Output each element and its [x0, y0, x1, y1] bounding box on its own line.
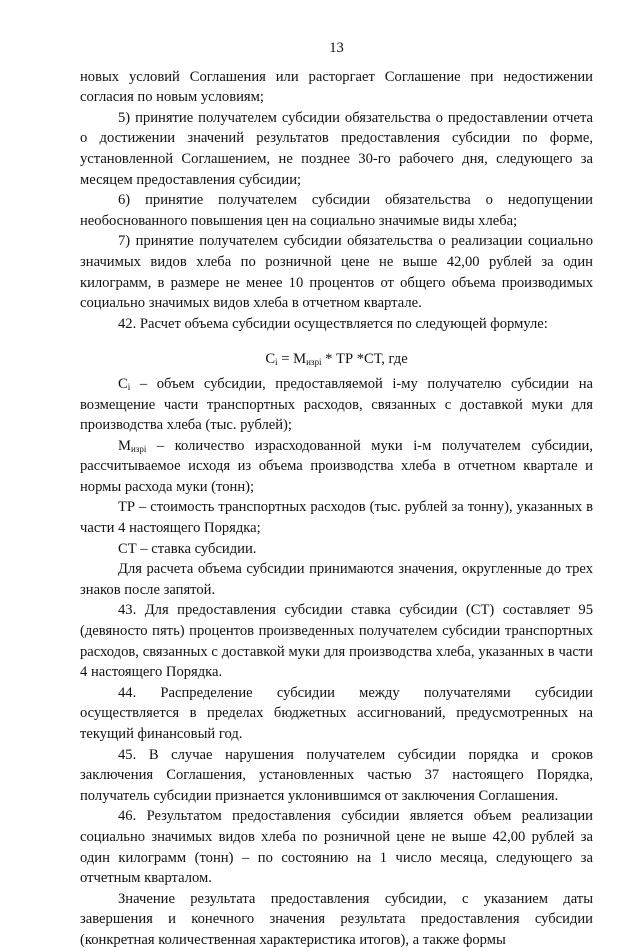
paragraph-continuation: новых условий Соглашения или расторгает Соглашение при недостижении согласия по новым условиям;: [80, 68, 593, 106]
definition-mizri: [80, 436, 593, 498]
definition-ci: [80, 374, 593, 436]
definition-tr: ТР – стоимость транспортных расходов (тыс. рублей за тонну), указанных в части 4 настоящего Порядка;: [80, 499, 593, 537]
paragraph-45: 45. В случае нарушения получателем субсидии порядка и сроков заключения Соглашения, установленных частью 37 настоящего Порядка, получатель субсидии признается уклонившимся от заключения Соглашения.: [80, 746, 593, 804]
symbol-c-subscript: i: [127, 381, 131, 392]
symbol-c: C: [118, 375, 128, 392]
symbol-m: M: [118, 437, 131, 454]
paragraph-item-5: 5) принятие получателем субсидии обязательства о предоставлении отчета о достижении значений результатов предоставления субсидии по форме, установленной Соглашением, не позднее 30-го рабочего дня, следующего за месяцем предоставления субсидии;: [80, 109, 593, 188]
paragraph-item-6: 6) принятие получателем субсидии обязательства о недопущении необоснованного повышения цен на социально значимые виды хлеба;: [80, 192, 593, 229]
page-number: 13: [329, 40, 344, 56]
paragraph-42: 42. Расчет объема субсидии осуществляется по следующей формуле:: [118, 315, 548, 332]
paragraph-43: 43. Для предоставления субсидии ставка субсидии (СТ) составляет 95 (девяносто пять) процентов произведенных получателем субсидии транспортных расходов, связанных с доставкой муки для производства хлеба, указанных в части 4 настоящего Порядка.: [80, 602, 593, 681]
formula-c-subscript: i: [275, 357, 278, 368]
paragraph-44: 44. Распределение субсидии между получателями субсидии осуществляется в пределах бюджетных ассигнований, предусмотренных на текущий финансовый год.: [80, 684, 593, 742]
definition-st: СТ – ставка субсидии.: [118, 540, 257, 557]
formula-m: = M: [277, 351, 307, 368]
definition-ci-text: – объем субсидии, предоставляемой i-му получателю субсидии на возмещение части транспортных расходов, связанных с доставкой муки для производства хлеба (тыс. рублей);: [80, 375, 593, 434]
paragraph-result-value: Значение результата предоставления субсидии, с указанием даты завершения и конечного значения результата предоставления субсидии (конкретная количественная характеристика итогов), а также формы: [80, 890, 593, 948]
symbol-m-subscript: изрi: [130, 443, 147, 454]
formula-c: C: [265, 351, 276, 368]
paragraph-item-7: 7) принятие получателем субсидии обязательства о реализации социально значимых видов хлеба по розничной цене не выше 42,00 рублей за один килограмм, в размере не менее 10 процентов от общего объема производимых социально значимых видов хлеба в отчетном квартале.: [80, 233, 593, 312]
paragraph-rounding: Для расчета объема субсидии принимаются значения, округленные до трех знаков после запятой.: [80, 561, 593, 598]
formula-m-subscript: изрi: [306, 357, 322, 368]
subsidy-formula: [80, 349, 593, 370]
formula-rest: * ТР *СТ, где: [321, 351, 408, 368]
definition-mizri-text: – количество израсходованной муки i-м получателем субсидии, рассчитываемое исходя из объема производства хлеба в отчетном квартале и нормы расхода муки (тонн);: [80, 437, 593, 495]
paragraph-46: 46. Результатом предоставления субсидии является объем реализации социально значимых видов хлеба по розничной цене не выше 42,00 рублей за один килограмм (тонн) – по состоянию на 1 число месяца, следующего за отчетным кварталом.: [80, 808, 593, 887]
